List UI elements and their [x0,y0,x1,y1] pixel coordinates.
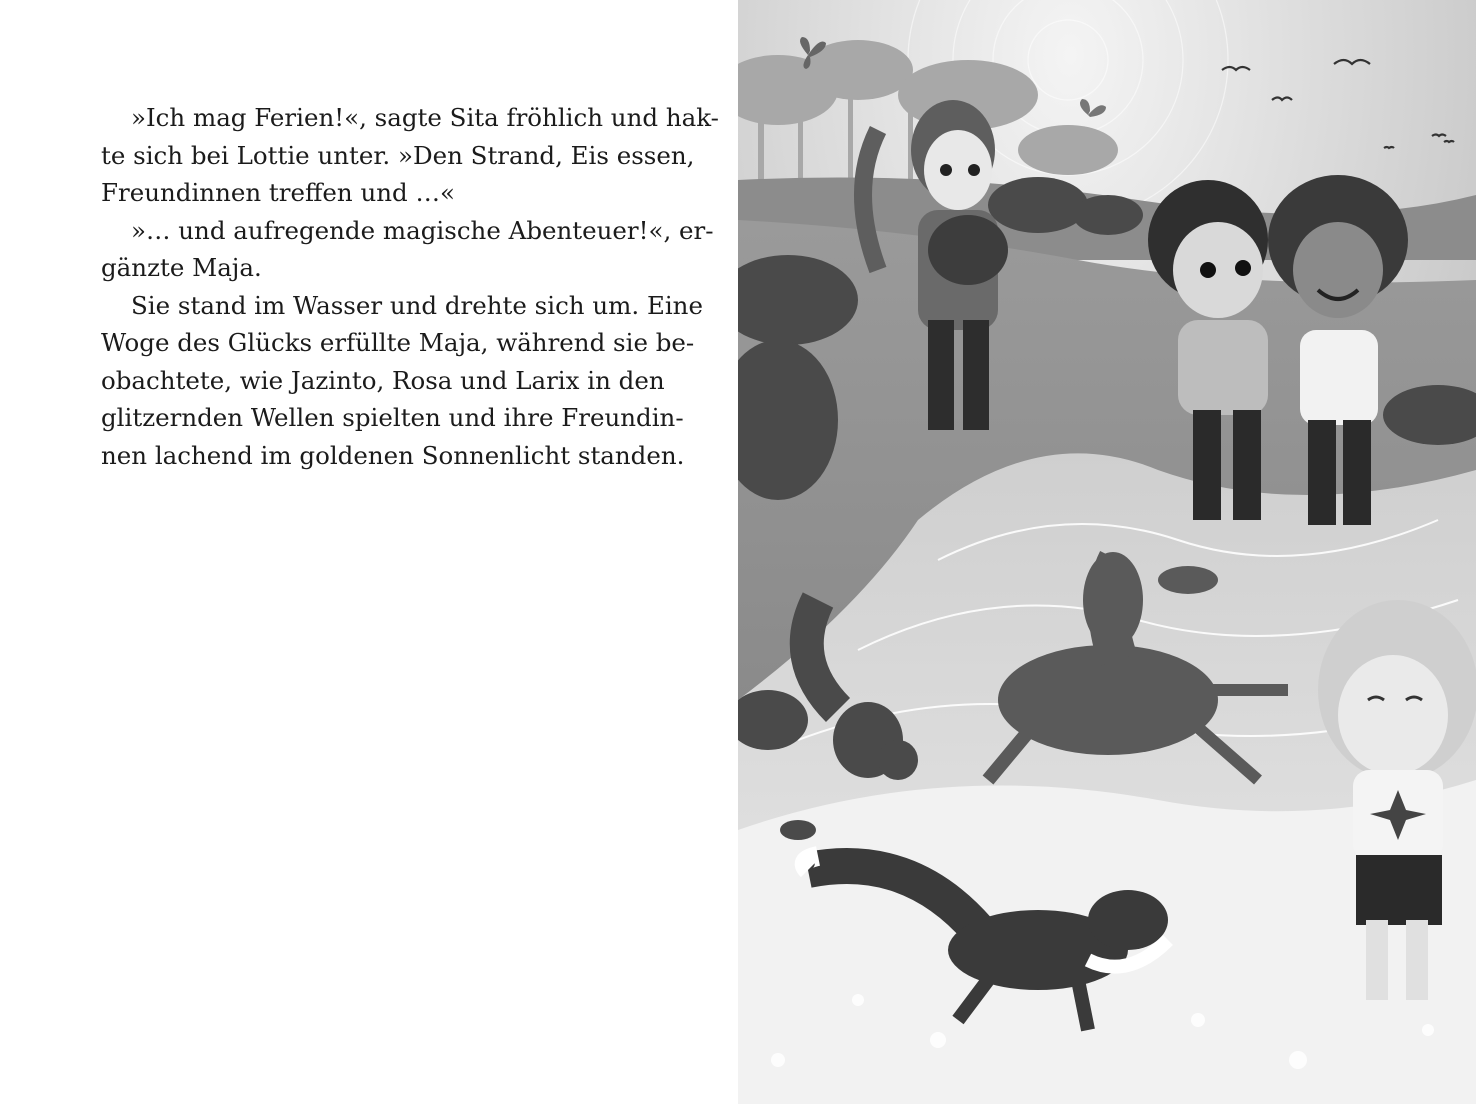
text-line: te sich bei Lottie unter. »Den Strand, Eis essen, [101,140,695,170]
text-line: gänzte Maja. [101,253,262,282]
text-line: Sie stand im Wasser und drehte sich um. Eine [131,290,703,320]
story-text [101,99,719,474]
text-line: glitzernden Wellen spielten und ihre Freundin- [101,403,684,432]
paragraph-1 [101,99,719,212]
text-line: Woge des Glücks erfüllte Maja, während sie be- [101,328,695,357]
illustration-page [738,0,1476,1104]
text-line: »… und aufregende magische Abenteuer!«, er- [131,215,714,245]
paragraph-2 [101,212,714,287]
text-line: nen lachend im goldenen Sonnenlicht standen. [101,440,685,470]
paragraph-3 [101,287,703,475]
text-line: »Ich mag Ferien!«, sagte Sita fröhlich und hak- [131,103,719,132]
text-line: Freundinnen treffen und …« [101,178,455,207]
beach-illustration [738,0,1476,1104]
text-line: obachtete, wie Jazinto, Rosa und Larix in den [101,365,665,395]
